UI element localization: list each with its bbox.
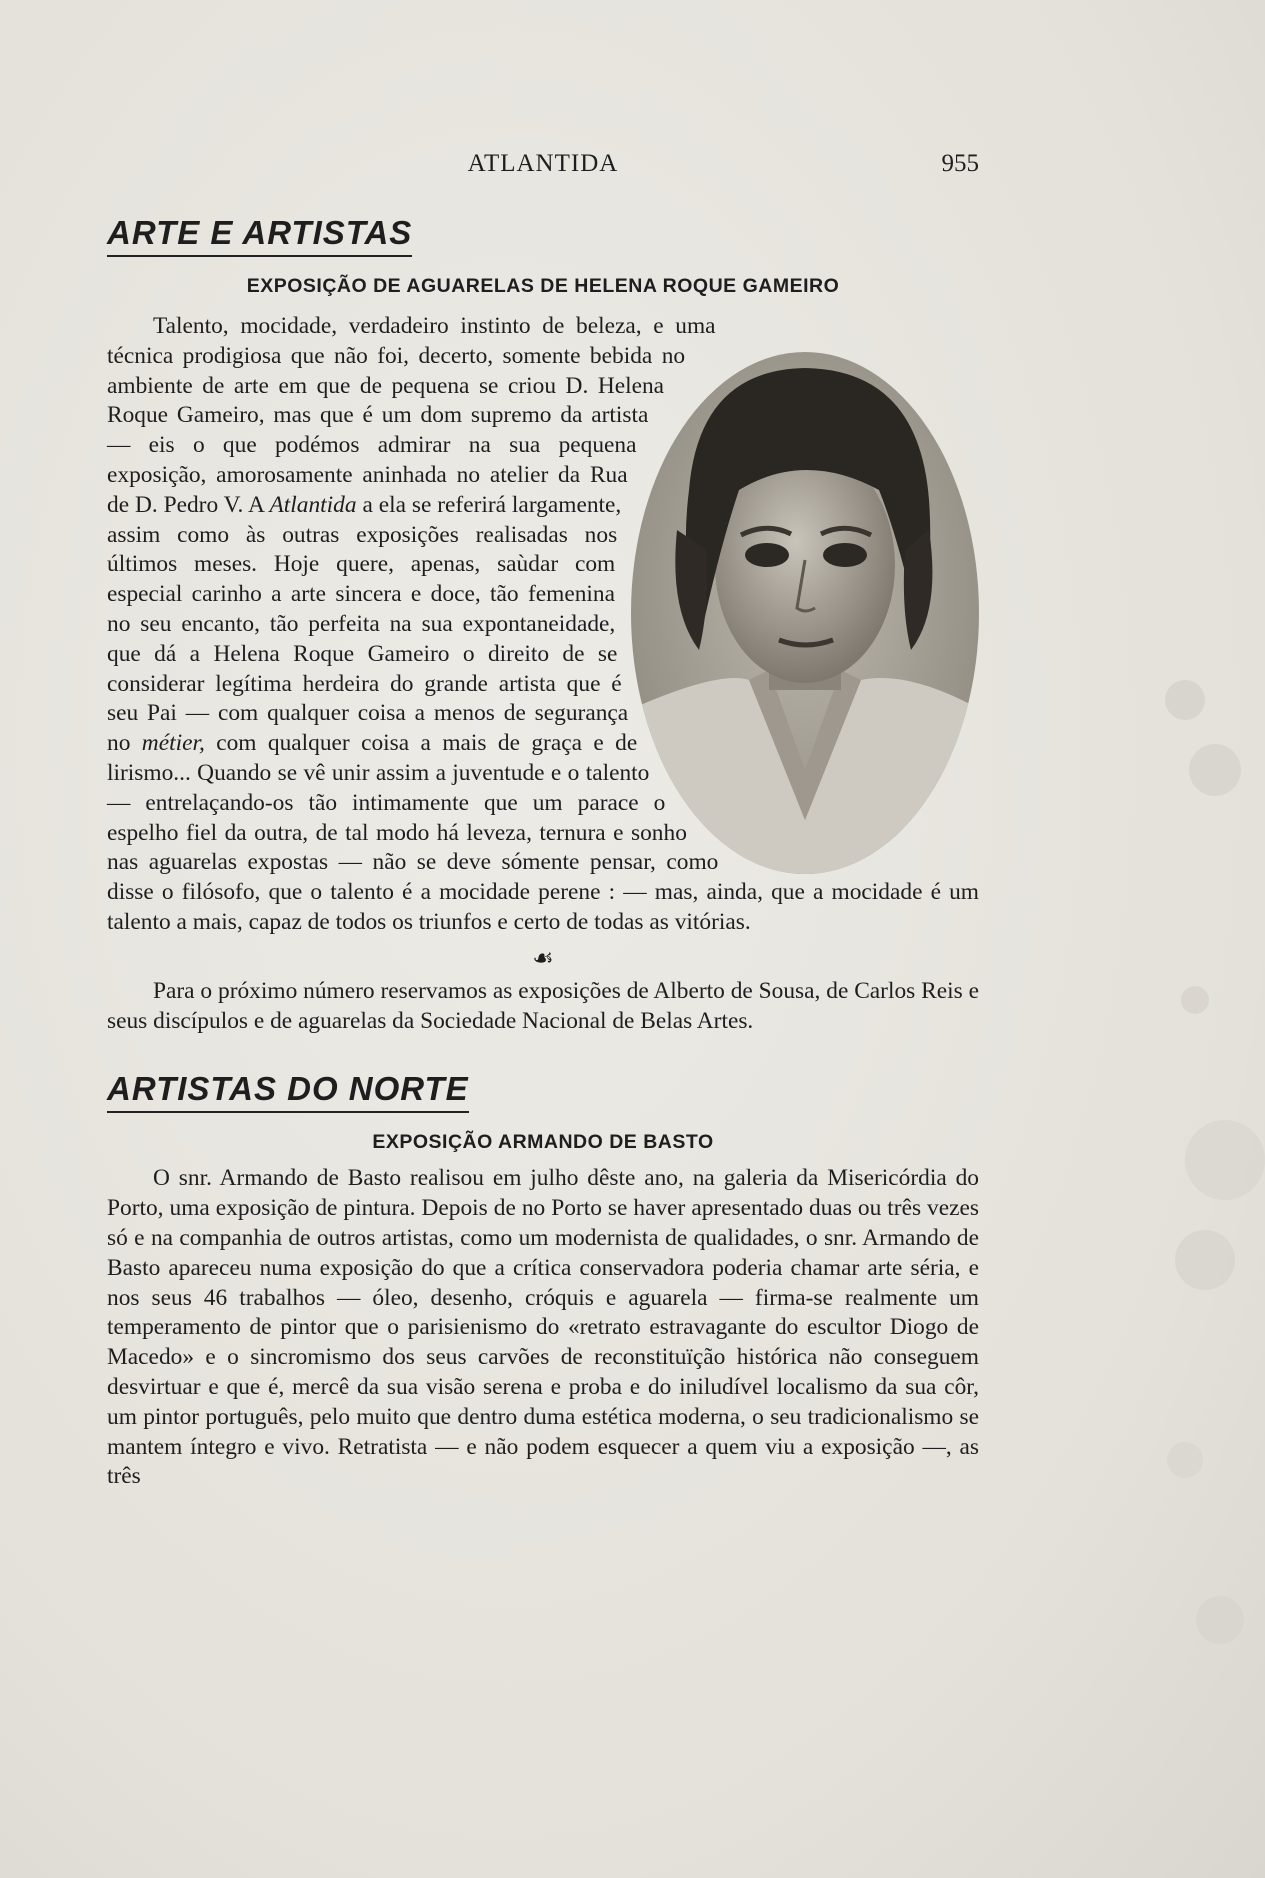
section-title: ARTE E ARTISTAS (107, 214, 412, 257)
article-arte-e-artistas (107, 214, 979, 1492)
italic-run-metier: métier, (141, 730, 205, 757)
text-run: com qualquer coisa a mais de graça e de lirismo... Quando se vê unir assim a juventude e o talento — entrelaçando-os tão intimamente que um parace o espelho fiel da outra, de tal modo há leveza, ternura e sonho nas aguarelas expostas — não se deve sómente pensar, como disse o filósofo, que o talento é a mocidade perene : — mas, ainda, que a mocidade é um talento a mais, capaz de todos os triunfos e certo de todas as vitórias. (107, 730, 979, 935)
paragraph-next-issue: Para o próximo número reservamos as exposições de Alberto de Sousa, de Carlos Reis e seus discípulos e de aguarelas da Sociedade Nacional de Belas Artes. (107, 977, 979, 1034)
italic-run-atlantida: Atlantida (269, 491, 357, 518)
text-run: a ela se referirá largamente, assim como às outras exposições realisadas nos últimos meses. Hoje quere, apenas, saùdar com especial carinho a arte sincera e doce, tão femenina no seu encanto, tão perfeita na sua expontaneidade, que dá a Helena Roque Gameiro o direito de se considerar legítima herdeira do grande artista que é seu Pai — com qualquer coisa a menos de segurança no (107, 491, 629, 757)
paper-stains (1125, 640, 1265, 1840)
section-subtitle: EXPOSIÇÃO DE AGUARELAS DE HELENA ROQUE GAMEIRO (246, 275, 840, 297)
portrait-photo (629, 350, 981, 876)
section-title-artistas-do-norte: ARTISTAS DO NORTE (107, 1070, 469, 1113)
running-head (107, 150, 979, 190)
paragraph-armando-de-basto: O snr. Armando de Basto realisou em julho dêste ano, na galeria da Misericórdia do Porto, uma exposição de pintura. Depois de no Porto se haver apresentado duas ou três vezes só e na companhia de outros artistas, como um modernista de qualidades, o snr. Armando de Basto apareceu numa exposição do que a crítica conservadora poderia chamar arte séria, e nos seus 46 trabalhos — óleo, desenho, cróquis e aguarela — firma-se realmente um temperamento de pintor que o parisienismo do «retrato estravagante do escultor Diogo de Macedo» e o sincromismo dos seus carvões de reconstituïção histórica não conseguem desvirtuar e que é, mercê da sua visão serena e proba e do iniludível localismo da sua côr, um pintor português, pelo muito que dentro duma estética moderna, o seu tradicionalismo se mantem íntegro e vivo. Retratista — e não podem esquecer a quem viu a exposição —, as três (107, 1165, 979, 1490)
ornament-glyph: ☙ (532, 945, 554, 972)
journal-title: ATLANTIDA (467, 150, 619, 177)
text-run: Talento, mocidade, verdadeiro instinto de beleza, e uma técnica prodigiosa que não foi, decerto, somente bebida no ambiente de arte em que de pequena se criou D. Helena Roque Gameiro, mas que é um dom supremo da artista — eis o que podémos admirar na sua pequena exposição, amorosamente aninhada no atelier da Rua de D. Pedro V. A (107, 313, 716, 518)
page-number: 955 (941, 150, 979, 177)
section-subtitle-armando-de-basto: EXPOSIÇÃO ARMANDO DE BASTO (372, 1131, 714, 1154)
portrait-illustration (629, 350, 981, 876)
